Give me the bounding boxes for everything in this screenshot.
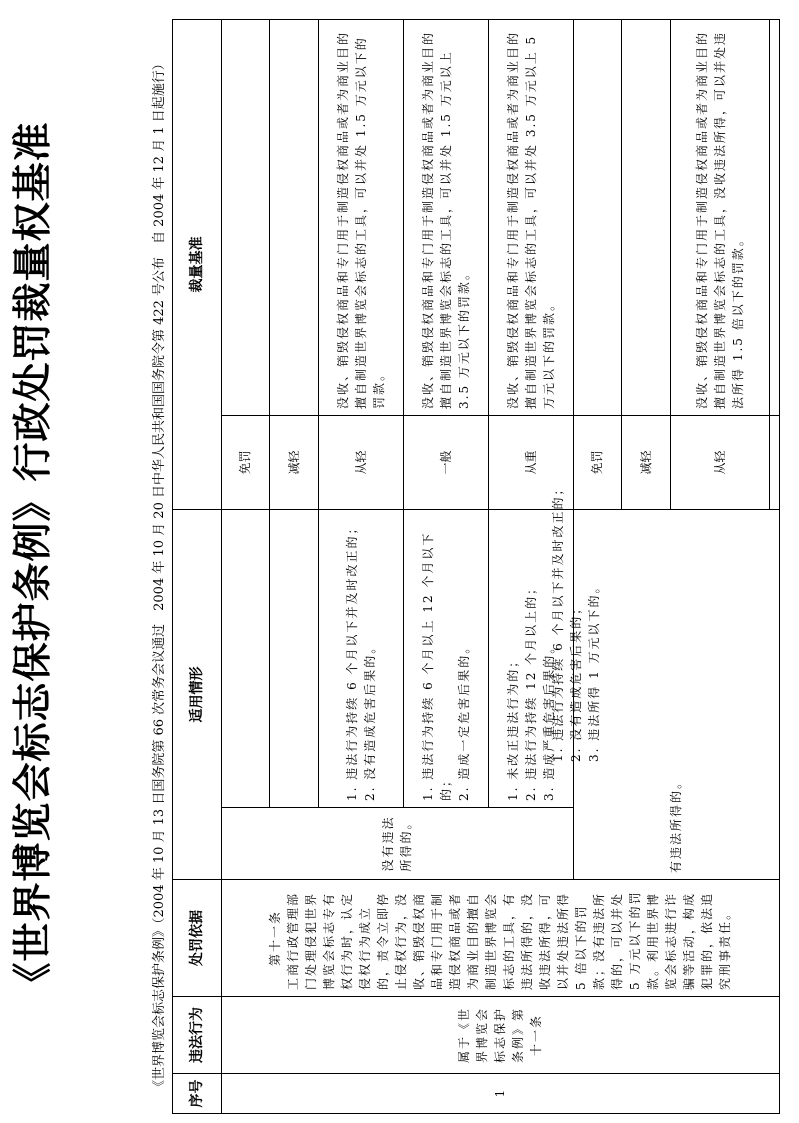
condition-line: 1. 违法行为持续 6 个月以下并及时改正的； <box>551 481 565 762</box>
empty-cell <box>573 20 622 416</box>
condition-line: 2. 违法行为持续 12 个月以上的； <box>523 580 538 801</box>
condition-line: 3. 造成严重危害后果的。 <box>541 639 556 801</box>
level-normal: 一般 <box>403 416 488 510</box>
empty-cell <box>270 20 319 416</box>
penalty-table <box>172 19 780 1114</box>
condition-line: 1. 未改正违法行为的； <box>505 653 520 801</box>
empty-cell <box>221 510 270 808</box>
header-standard: 裁量基准 <box>173 20 222 510</box>
condition-cell <box>318 510 403 808</box>
empty-cell <box>270 510 319 808</box>
table-row <box>221 20 270 1114</box>
level-exempt: 免罚 <box>221 416 270 510</box>
standard-cell: 没收、销毁侵权商品和专门用于制造侵权商品或者为商业目的擅自制造世界博览会标志的工具，可以并处 1.5 万元以上 3.5 万元以下的罚款。 <box>403 20 488 416</box>
header-condition: 适用情形 <box>173 510 222 880</box>
page-title: 《世界博览会标志保护条例》行政处罚裁量权基准 <box>10 121 56 1002</box>
condition-line: 3. 违法所得 1 万元以下的。 <box>587 579 601 762</box>
group-gain: 有违法所得的。 <box>573 510 779 880</box>
header-behavior: 违法行为 <box>173 997 222 1074</box>
basis-cell: 第十一条 工商行政管理部门处理侵犯世界博览会标志专有权行为时，认定侵权行为成立的，责令立即停止侵权行为，没收、销毁侵权商品和专门用于制造侵权商品或者为商业目的擅自制造世界博览会标志的工具，有违法所得的，没收违法所得，可以并处违法所得 5 倍以下的罚款；没有违法所得的，可以并处 5 万元以下的罚款。利用世界博览会标志进行诈骗等活动，构成犯罪的，依法追究刑事责任。 <box>221 880 779 997</box>
empty-cell <box>622 20 671 416</box>
seq-cell: 1 <box>221 1074 779 1114</box>
empty-cell <box>769 20 779 416</box>
source-note: 《世界博览会标志保护条例》（2004 年 10 月 13 日国务院第 66 次常务会议通过 2004 年 10 月 20 日中华人民共和国国务院令第 422 号公布 自 2004 年 12 月 1 日起施行） <box>152 57 167 1093</box>
condition-line: 2. 没有造成危害后果的。 <box>362 639 377 801</box>
condition-line: 1. 违法行为持续 6 个月以下并及时改正的； <box>344 520 359 801</box>
header-seq: 序号 <box>173 1074 222 1114</box>
empty-cell <box>769 416 779 510</box>
condition-line: 2. 造成一定危害后果的。 <box>456 639 471 801</box>
level-reduce: 减轻 <box>270 416 319 510</box>
standard-cell: 没收、销毁侵权商品和专门用于制造侵权商品或者为商业目的擅自制造世界博览会标志的工具，没收违法所得，可以并处违法所得 1.5 倍以下的罚款。 <box>670 20 769 416</box>
condition-line: 1. 违法行为持续 6 个月以上 12 个月以下的； <box>420 531 453 801</box>
condition-line: 2. 没有造成危害后果的； <box>569 600 583 762</box>
behavior-cell: 属于《世界博览会标志保护条例》第十一条 <box>221 997 779 1074</box>
header-basis: 处罚依据 <box>173 880 222 997</box>
condition-cell <box>403 510 488 808</box>
standard-cell: 没收、销毁侵权商品和专门用于制造侵权商品或者为商业目的擅自制造世界博览会标志的工具，可以并处 1.5 万元以下的罚款。 <box>318 20 403 416</box>
level-light: 从轻 <box>670 416 769 510</box>
empty-cell <box>221 20 270 416</box>
gain-condition-cell <box>547 472 605 768</box>
header-row <box>173 20 222 1114</box>
level-heavy: 从重 <box>488 416 573 510</box>
level-reduce: 减轻 <box>622 416 671 510</box>
group-no-gain: 没有违法所得的。 <box>221 808 573 880</box>
level-exempt: 免罚 <box>573 416 622 510</box>
level-light: 从轻 <box>318 416 403 510</box>
standard-cell: 没收、销毁侵权商品和专门用于制造侵权商品或者为商业目的擅自制造世界博览会标志的工具，可以并处 3.5 万元以上 5 万元以下的罚款。 <box>488 20 573 416</box>
